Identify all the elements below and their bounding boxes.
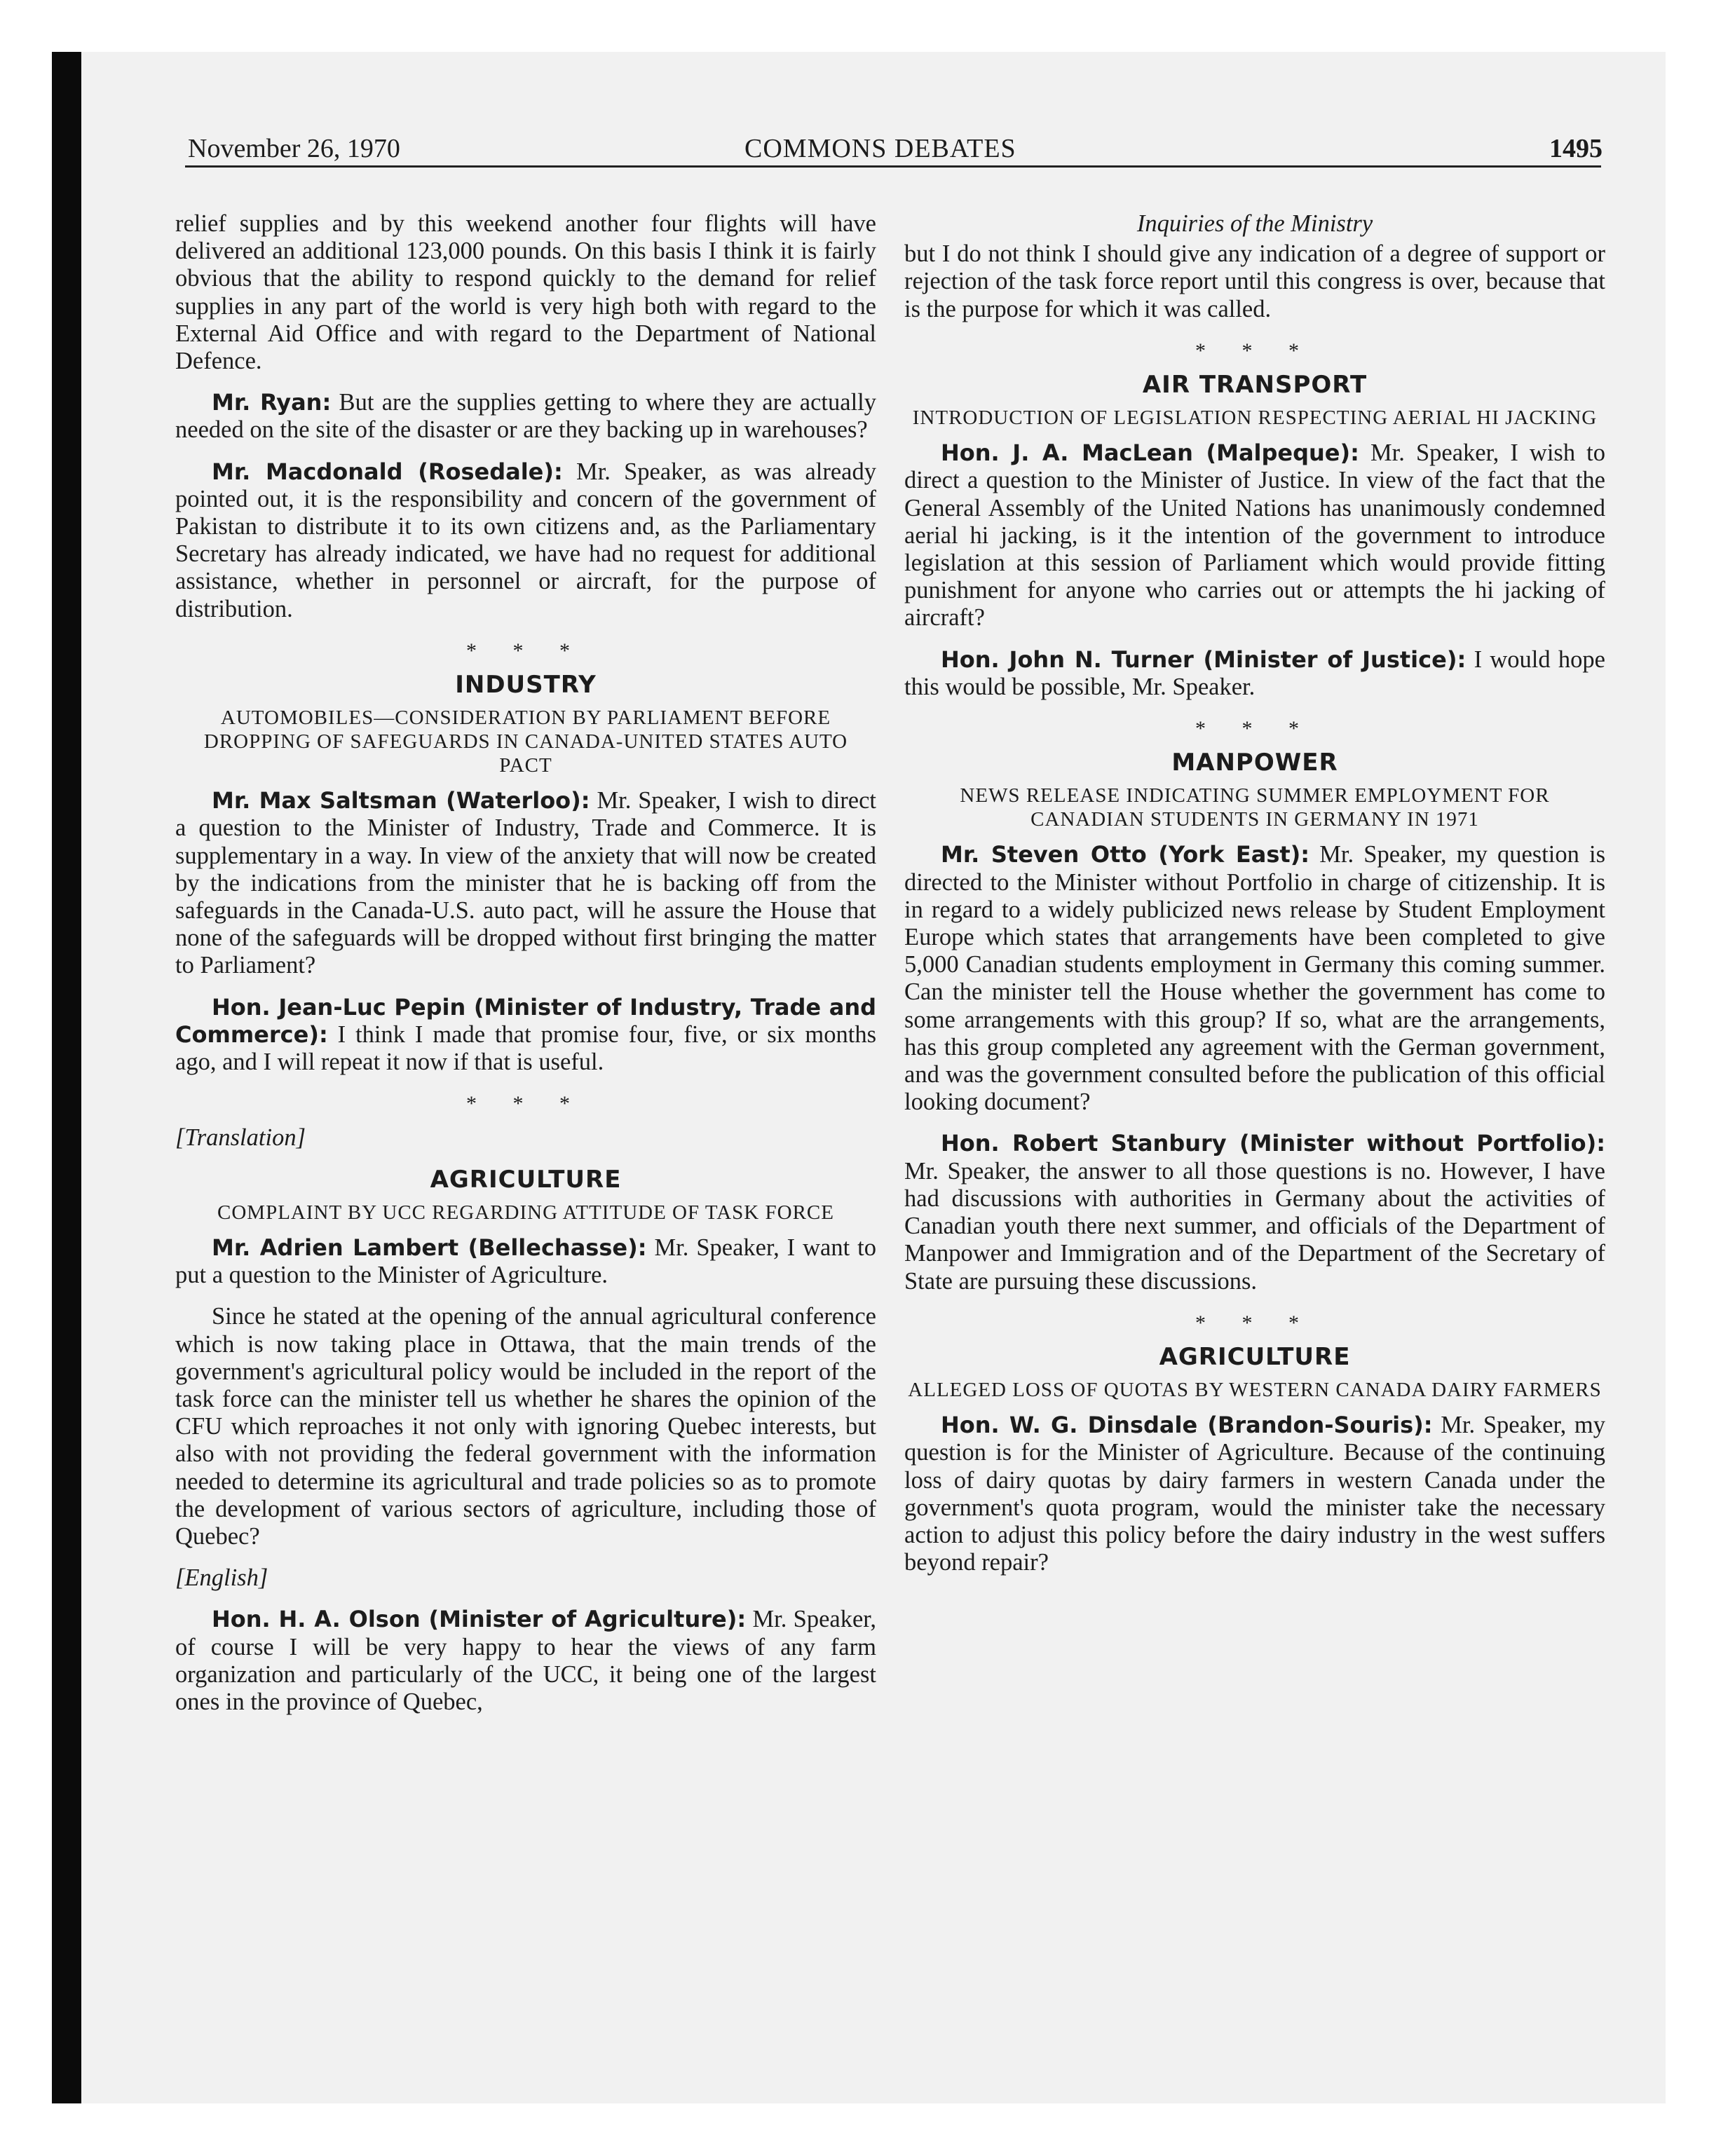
paragraph bbox=[175, 1606, 876, 1716]
paragraph bbox=[175, 389, 876, 444]
paragraph: Since he stated at the opening of the annual agricultural conference which is now taking place in Ottawa, that the main trends of the government's agricultural policy would be included in the report of the task force can the minister tell us whether he shares the opinion of the CFU which reproaches it not only with ignoring Quebec interests, but also with not providing the federal government with the information needed to determine its agricultural and trade policies so as to promote the development of various sectors of agriculture, including those of Quebec? bbox=[175, 1303, 876, 1550]
header-rule bbox=[185, 165, 1601, 168]
paragraph bbox=[175, 1234, 876, 1289]
section-subheading: COMPLAINT BY UCC REGARDING ATTITUDE OF TASK FORCE bbox=[217, 1201, 834, 1224]
speech-text: I would hope this would be possible, Mr. Speaker. bbox=[904, 646, 1605, 700]
header-publication: COMMONS DEBATES bbox=[744, 134, 1016, 163]
speaker-name: Mr. Max Saltsman (Waterloo): bbox=[212, 787, 590, 814]
paragraph bbox=[175, 787, 876, 979]
speaker-name: Mr. Adrien Lambert (Bellechasse): bbox=[212, 1234, 647, 1261]
paragraph bbox=[904, 439, 1605, 632]
header-date: November 26, 1970 bbox=[188, 134, 400, 163]
right-column bbox=[904, 210, 1605, 1590]
paragraph bbox=[904, 1412, 1605, 1576]
speech-text: Mr. Speaker, I want to put a question to the Minister of Agriculture. bbox=[175, 1234, 876, 1289]
speaker-name: Hon. Jean-Luc Pepin (Minister of Industry, Trade and Commerce): bbox=[175, 993, 876, 1048]
section-separator: * * * bbox=[466, 639, 585, 662]
speaker-name: Hon. Robert Stanbury (Minister without Portfolio): bbox=[941, 1130, 1605, 1157]
section-heading: INDUSTRY bbox=[455, 671, 597, 700]
section-heading: AGRICULTURE bbox=[1159, 1342, 1351, 1371]
speaker-name: Hon. J. A. MacLean (Malpeque): bbox=[941, 439, 1359, 467]
section-separator: * * * bbox=[1195, 1311, 1314, 1335]
binding-edge bbox=[52, 52, 81, 2103]
section-heading: AIR TRANSPORT bbox=[1142, 371, 1368, 400]
header-page-number: 1495 bbox=[1549, 134, 1603, 163]
section-separator: * * * bbox=[1195, 339, 1314, 362]
section-separator: * * * bbox=[466, 1092, 585, 1116]
paragraph: relief supplies and by this weekend another four flights will have delivered an additional 123,000 pounds. On this basis I think it is fairly obvious that the ability to respond quickly to the demand for relief supplies in any part of the world is very high both with regard to the External Aid Office and with regard to the Department of National Defence. bbox=[175, 210, 876, 375]
language-note: [Translation] bbox=[175, 1124, 306, 1152]
section-subheading: INTRODUCTION OF LEGISLATION RESPECTING AERIAL HI JACKING bbox=[912, 407, 1598, 430]
left-column bbox=[175, 210, 876, 1730]
speech-text: I think I made that promise four, five, or six months ago, and I will repeat it now if that is useful. bbox=[175, 1021, 876, 1076]
paragraph bbox=[904, 646, 1605, 701]
speaker-name: Hon. H. A. Olson (Minister of Agriculture): bbox=[212, 1606, 747, 1633]
running-head: Inquiries of the Ministry bbox=[1136, 210, 1373, 237]
speech-text: Mr. Speaker, my question is for the Minister of Agriculture. Because of the continuing loss of dairy quotas by dairy farmers in western Canada under the government's quota program, would the minister take the necessary action to adjust this policy before the dairy industry in the west suffers beyond repair? bbox=[904, 1412, 1605, 1576]
speech-text: Mr. Speaker, I wish to direct a question to the Minister of Industry, Trade and Commerce. It is supplementary in a way. In view of the anxiety that will now be created by the indications from the minister that he is backing off from the safeguards in the Canada-U.S. auto pact, will he assure the House that none of the safeguards will be dropped without first bringing the matter to Parliament? bbox=[175, 787, 876, 979]
paragraph bbox=[904, 841, 1605, 1116]
speaker-name: Hon. W. G. Dinsdale (Brandon-Souris): bbox=[941, 1412, 1433, 1439]
speech-text: Mr. Speaker, I wish to direct a question to the Minister of Justice. In view of the fact that the General Assembly of the United Nations has unanimously condemned aerial hi jacking, is it the intention of the government to introduce legislation at this session of Parliament which would provide fitting punishment for anyone who carries out or attempts the hi jacking of aircraft? bbox=[904, 439, 1606, 632]
speaker-name: Mr. Steven Otto (York East): bbox=[941, 841, 1310, 868]
speech-text: Mr. Speaker, the answer to all those questions is no. However, I have had discussions with authorities in Germany about the activities of Canadian youth there next summer, and officials of the Department of Manpower and Immigration and of the Department of the Secretary of State are pursuing these discussions. bbox=[904, 1157, 1605, 1295]
section-subheading: ALLEGED LOSS OF QUOTAS BY WESTERN CANADA DAIRY FARMERS bbox=[908, 1379, 1602, 1402]
paragraph bbox=[904, 1130, 1605, 1295]
speaker-name: Hon. John N. Turner (Minister of Justice): bbox=[941, 646, 1467, 673]
speech-text: Mr. Speaker, as was already pointed out, it is the responsibility and concern of the government of Pakistan to distribute it to its own citizens and, as the Parliamentary Secretary has already indicated, we have had no request for additional assistance, whether in personnel or aircraft, for the purpose of distribution. bbox=[175, 458, 876, 622]
speech-text: Mr. Speaker, of course I will be very happy to hear the views of any farm organization and particularly of the UCC, it being one of the largest ones in the province of Quebec, bbox=[175, 1606, 877, 1715]
paragraph bbox=[175, 994, 876, 1077]
section-subheading: NEWS RELEASE INDICATING SUMMER EMPLOYMENT FOR CANADIAN STUDENTS IN GERMANY IN 1971 bbox=[960, 784, 1550, 831]
paragraph: but I do not think I should give any indication of a degree of support or rejection of the task force report until this congress is over, because that is the purpose for which it was called. bbox=[904, 240, 1605, 322]
section-heading: AGRICULTURE bbox=[430, 1165, 622, 1194]
language-note: [English] bbox=[175, 1564, 268, 1592]
speech-text: Mr. Speaker, my question is directed to the Minister without Portfolio in charge of citizenship. It is in regard to a widely publicized news release by Student Employment Europe which states that arrangements have been completed to give 5,000 Canadian students employment in Germany this coming summer. Can the minister tell the House whether the government has come to some arrangements with this group? If so, what are the arrangements, has this group completed any agreement with the German government, and was the government consulted before the publication of this official looking document? bbox=[904, 841, 1606, 1116]
section-separator: * * * bbox=[1195, 717, 1314, 741]
speaker-name: Mr. Macdonald (Rosedale): bbox=[212, 458, 563, 485]
speech-text: But are the supplies getting to where they are actually needed on the site of the disaster or are they backing up in warehouses? bbox=[175, 389, 876, 444]
section-subheading: AUTOMOBILES—CONSIDERATION BY PARLIAMENT BEFORE DROPPING OF SAFEGUARDS IN CANADA-UNITED STATES AUTO PACT bbox=[203, 707, 848, 777]
speaker-name: Mr. Ryan: bbox=[212, 389, 332, 416]
section-heading: MANPOWER bbox=[1171, 749, 1338, 777]
paragraph bbox=[175, 458, 876, 623]
